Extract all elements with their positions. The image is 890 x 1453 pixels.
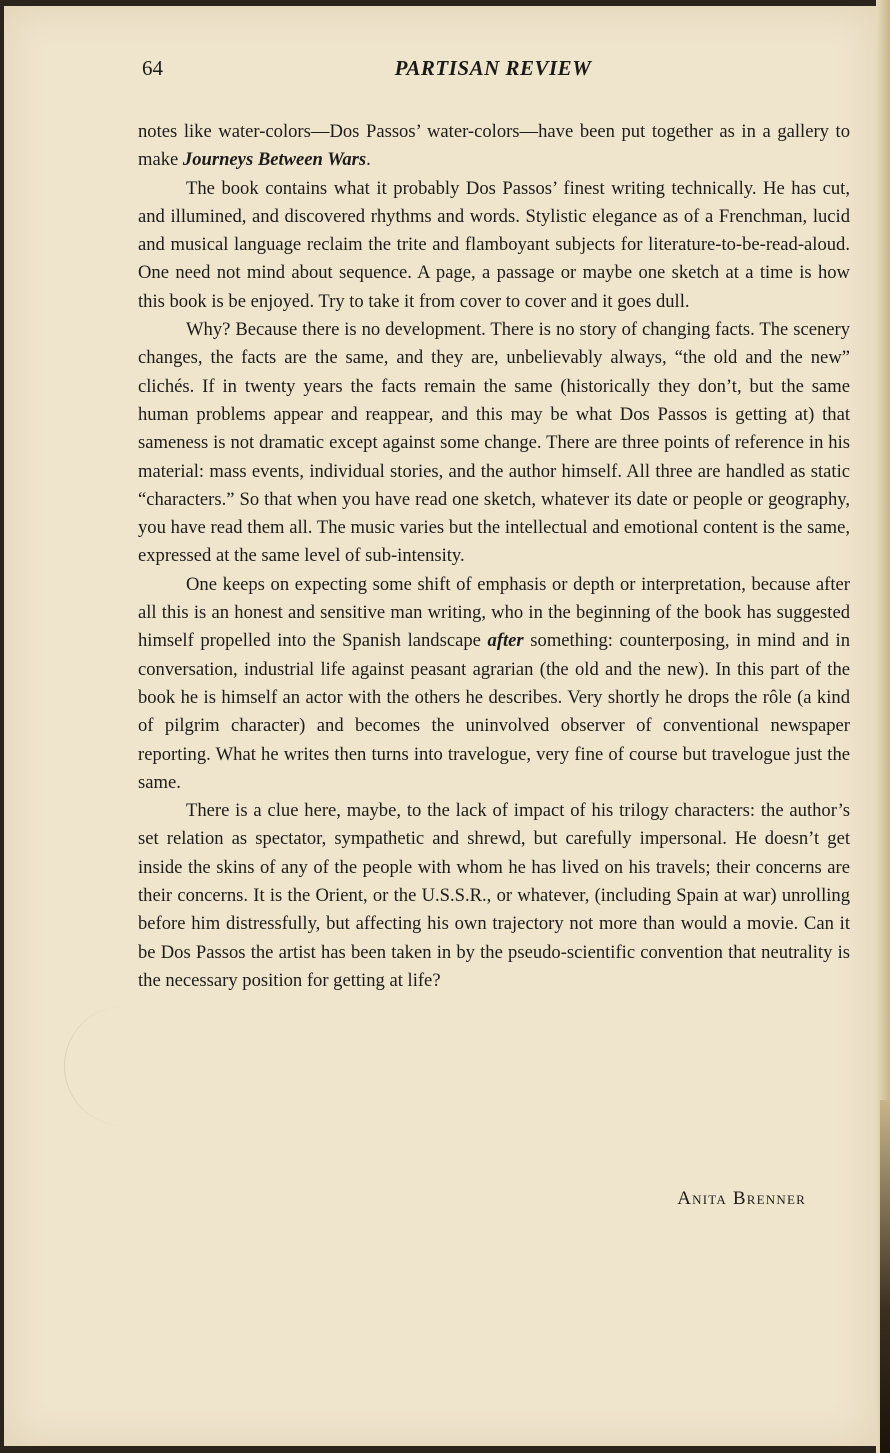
- book-page: [4, 6, 876, 1446]
- page-number: 64: [142, 56, 163, 80]
- paragraph-3: Why? Because there is no development. There is no story of changing facts. The scenery changes, the facts are the same, and they are, unbelievably always, “the old and the new” clichés. If in twenty years the facts remain the same (historically they don’t, but the same human problems appear and reappear, and this may be what Dos Passos is getting at) that sameness is not dramatic except against some change. There are three points of reference in his material: mass events, individual stories, and the author himself. All three are handled as static “characters.” So that when you have read one sketch, whatever its date or people or geography, you have read them all. The music varies but the intellectual and emotional content is the same, expressed at the same level of sub-intensity.: [138, 319, 850, 567]
- paragraph-5: There is a clue here, maybe, to the lack of impact of his trilogy characters: the author’s set relation as spectator, sympathetic and shrewd, but carefully impersonal. He doesn’t get inside the skins of any of the people with whom he has lived on his travels; their concerns are their concerns. It is the Orient, or the U.S.S.R., or whatever, (including Spain at war) unrolling before him distressfully, but affecting his own trajectory not more than would a movie. Can it be Dos Passos the artist has been taken in by the pseudo-scientific convention that neutrality is the necessary position for getting at life?: [138, 800, 850, 991]
- page-header: [138, 56, 848, 96]
- paragraph-1-end: .: [366, 149, 371, 171]
- paragraph-4-end: something: counterposing, in mind and in conversation, industrial life against peasant agrarian (the old and the new). In this part of the book he is himself an actor with the others he describes. Very shortly he drops the rôle (a kind of pilgrim character) and becomes the uninvolved observer of conventional newspaper reporting. What he writes then turns into travelogue, very fine of course but travelogue just the same.: [138, 630, 850, 793]
- paragraph-4: [138, 571, 850, 797]
- author-signature: Anita Brenner: [677, 1188, 806, 1209]
- book-title-emphasis: Journeys Between Wars: [182, 149, 367, 171]
- paragraph-1-text: notes like water-colors—Dos Passos’ water-colors—have been put together as in a gallery to make: [138, 121, 850, 171]
- paragraph-1: [138, 118, 850, 175]
- running-title: PARTISAN REVIEW: [394, 56, 592, 80]
- page-edge-shadow: [880, 1100, 890, 1453]
- article-body: [138, 118, 850, 995]
- paragraph-4-text: One keeps on expecting some shift of emphasis or depth or interpretation, because after all this is an honest and sensitive man writing, who in the beginning of the book has suggested himself propelled into the Spanish landscape: [138, 573, 850, 652]
- after-emphasis: after: [487, 630, 524, 652]
- paper-stain: [64, 1006, 185, 1126]
- paragraph-2: The book contains what it probably Dos Passos’ finest writing technically. He has cut, and illumined, and discovered rhythms and words. Stylistic elegance as of a Frenchman, lucid and musical language reclaim the trite and flamboyant subjects for literature-to-be-read-aloud. One need not mind about sequence. A page, a passage or maybe one sketch at a time is how this book is be enjoyed. Try to take it from cover to cover and it goes dull.: [138, 177, 850, 312]
